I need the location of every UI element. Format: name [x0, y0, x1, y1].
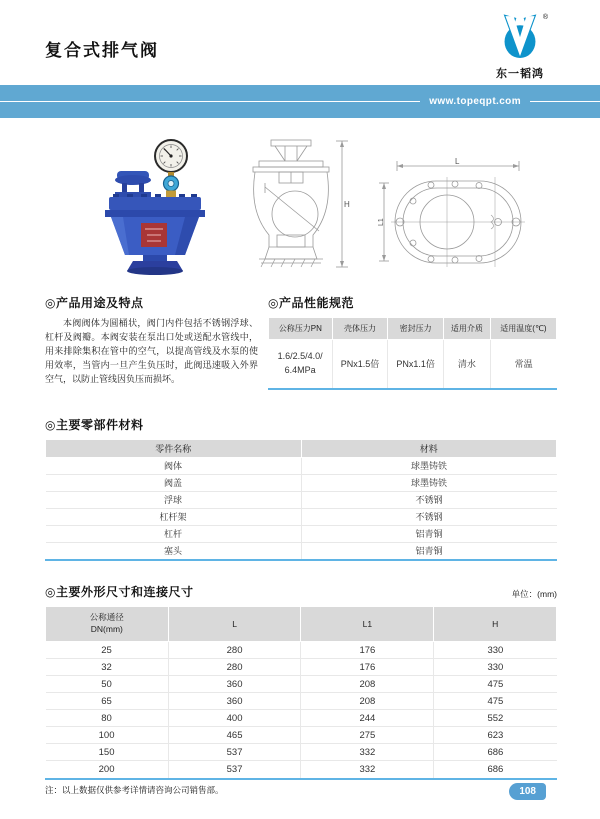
- banner-rule-right: [530, 101, 600, 102]
- dimension-l1-label: L1: [378, 218, 385, 226]
- l-value: 360: [168, 693, 301, 710]
- dn-value: 100: [46, 727, 169, 744]
- table-row: [46, 693, 557, 710]
- website-banner: [0, 85, 600, 118]
- features-title: ◎产品用途及特点: [45, 296, 144, 310]
- figures-row: [45, 135, 557, 283]
- h-value: 623: [434, 727, 557, 744]
- brand-block: [490, 12, 550, 81]
- table-header-row: [269, 318, 557, 340]
- h-value: 330: [434, 642, 557, 659]
- website-url: www.topeqpt.com: [429, 96, 521, 107]
- footnote: 注：以上数据仅供参考详情请咨询公司销售部。: [45, 784, 224, 795]
- table-row: [46, 474, 557, 491]
- part-material: 铝青铜: [301, 542, 557, 559]
- h-value: 330: [434, 659, 557, 676]
- product-photo: [97, 135, 229, 277]
- table-row: [46, 744, 557, 761]
- table-row: [46, 508, 557, 525]
- materials-table: [45, 439, 557, 560]
- column-header: 材料: [301, 439, 557, 457]
- h-value: 686: [434, 761, 557, 778]
- materials-section: [45, 416, 557, 562]
- page-content: [0, 118, 600, 796]
- l1-value: 244: [301, 710, 434, 727]
- part-material: 球墨铸铁: [301, 474, 557, 491]
- dimension-l-label: L: [455, 157, 460, 166]
- table-row: [46, 761, 557, 778]
- l-value: 360: [168, 676, 301, 693]
- dn-value: 200: [46, 761, 169, 778]
- banner-rule-left: [0, 101, 420, 102]
- page-number-badge: 108: [509, 783, 546, 800]
- dimensions-section: [45, 583, 557, 796]
- dn-value: 80: [46, 710, 169, 727]
- column-header: L1: [301, 607, 434, 642]
- materials-title: ◎主要零部件材料: [45, 417, 144, 432]
- performance-section: [268, 294, 557, 390]
- l-value: 280: [168, 642, 301, 659]
- part-material: 不锈钢: [301, 491, 557, 508]
- performance-table: [268, 317, 557, 388]
- temperature-value: 常温: [490, 340, 556, 388]
- column-header-dn: [46, 607, 169, 642]
- l-value: 465: [168, 727, 301, 744]
- table-row: [46, 676, 557, 693]
- l1-value: 208: [301, 693, 434, 710]
- l1-value: 208: [301, 676, 434, 693]
- dn-header-line2: DN(mm): [90, 624, 123, 634]
- registered-mark: ®: [542, 14, 548, 21]
- dn-value: 150: [46, 744, 169, 761]
- h-value: 475: [434, 676, 557, 693]
- column-header: L: [168, 607, 301, 642]
- l1-value: 275: [301, 727, 434, 744]
- column-header: 适用介质: [443, 318, 490, 340]
- l1-value: 176: [301, 659, 434, 676]
- section-drawing: [239, 135, 351, 279]
- l-value: 280: [168, 659, 301, 676]
- column-header: H: [434, 607, 557, 642]
- h-value: 552: [434, 710, 557, 727]
- l1-value: 332: [301, 744, 434, 761]
- part-name: 塞头: [46, 542, 302, 559]
- table-row: [46, 542, 557, 559]
- dn-value: 50: [46, 676, 169, 693]
- brand-logo-icon: [500, 12, 540, 64]
- l1-value: 332: [301, 761, 434, 778]
- medium-value: 清水: [443, 340, 490, 388]
- part-name: 浮球: [46, 491, 302, 508]
- table-row: [46, 659, 557, 676]
- unit-label: 单位：(mm): [511, 589, 557, 599]
- h-value: 475: [434, 693, 557, 710]
- pressure-line2: 6.4MPa: [284, 364, 316, 375]
- table-row: [46, 727, 557, 744]
- page-title: 复合式排气阀: [45, 41, 159, 60]
- column-header: 适用温度(℃): [490, 318, 556, 340]
- table-row: [46, 491, 557, 508]
- pressure-value: [269, 340, 333, 388]
- table-row: [46, 710, 557, 727]
- part-name: 阀体: [163, 461, 182, 471]
- pressure-line1: 1.6/2.5/4.0/: [277, 351, 323, 362]
- features-section: [45, 294, 258, 390]
- column-header: 零件名称: [46, 439, 302, 457]
- dimensions-title: ◎主要外形尺寸和连接尺寸: [45, 585, 194, 599]
- l-value: 400: [168, 710, 301, 727]
- table-row: [269, 340, 557, 388]
- table-header-row: [46, 607, 557, 642]
- brand-name: 东一韬鸿: [496, 68, 544, 80]
- column-header: 壳体压力: [332, 318, 388, 340]
- shell-pressure-value: PNx1.5倍: [332, 340, 388, 388]
- table-row: [46, 457, 557, 474]
- h-value: 686: [434, 744, 557, 761]
- table-row: [46, 525, 557, 542]
- dimension-h-label: H: [344, 200, 350, 209]
- part-material: 球墨铸铁: [301, 457, 557, 474]
- l-value: 537: [168, 761, 301, 778]
- part-material: 铝青铜: [301, 525, 557, 542]
- performance-title: ◎产品性能规范: [268, 296, 354, 310]
- dn-value: 65: [46, 693, 169, 710]
- features-body: 本阀阀体为圆桶状，阀门内件包括不锈钢浮球、杠杆及阀瓣。本阀安装在泵出口处或送配水管线中，用来排除集积在管中的空气，以提高管线及水泵的使用效率，当管内一旦产生负压时，此阀迅速吸入外界空气，以防止管线因负压而损坏。: [45, 318, 258, 384]
- table-row: [46, 642, 557, 659]
- column-header: 公称压力PN: [269, 318, 333, 340]
- l-value: 537: [168, 744, 301, 761]
- part-name: 阀盖: [46, 474, 302, 491]
- l1-value: 176: [301, 642, 434, 659]
- top-view-drawing: [377, 157, 529, 271]
- part-name: 杠杆: [46, 525, 302, 542]
- part-material: 不锈钢: [301, 508, 557, 525]
- dn-value: 25: [101, 644, 112, 656]
- column-header: 密封压力: [388, 318, 444, 340]
- dn-value: 32: [46, 659, 169, 676]
- dn-header-line1: 公称通径: [89, 612, 124, 623]
- seal-pressure-value: PNx1.1倍: [388, 340, 444, 388]
- part-name: 杠杆架: [46, 508, 302, 525]
- table-header-row: [46, 439, 557, 457]
- dimensions-table: [45, 606, 557, 778]
